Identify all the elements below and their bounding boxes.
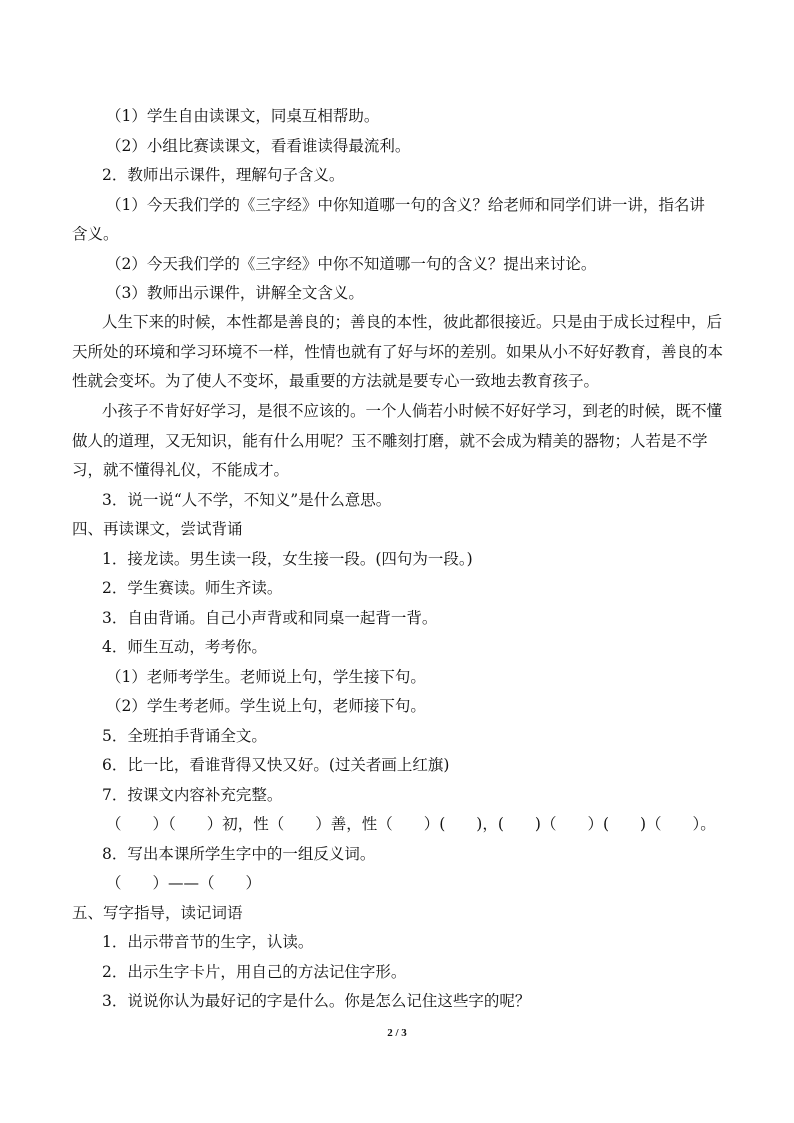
text-line: （1）学生自由读课文，同桌互相帮助。 <box>106 107 380 125</box>
text-line: 3．说一说“人不学，不知义”是什么意思。 <box>102 491 392 509</box>
text-line: （2）小组比赛读课文，看看谁读得最流利。 <box>106 137 411 155</box>
text-line: （1）老师考学生。老师说上句，学生接下句。 <box>106 668 426 686</box>
explanation-paragraph-1: 人生下来的时候，本性都是善良的；善良的本性，彼此都很接近。只是由于成长过程中，后天所处的环境和学习环境不一样，性情也就有了好与坏的差别。如果从小不好好教育，善良的本性就会变坏。为了使人不变坏，最重要的方法就是要专心一致地去教育孩子。 <box>72 313 724 391</box>
antonym-blank-line: （ ）——（ ） <box>106 874 262 892</box>
text-line: 2．教师出示课件，理解句子含义。 <box>102 166 345 184</box>
text-line: 3．说说你认为最好记的字是什么。你是怎么记住这些字的呢？ <box>102 992 531 1010</box>
text-line: （2）今天我们学的《三字经》中你不知道哪一句的含义？提出来讨论。 <box>106 255 597 273</box>
text-line: 5．全班拍手背诵全文。 <box>102 727 267 745</box>
section-heading: 四、再读课文，尝试背诵 <box>72 520 243 538</box>
text-line: 8．写出本课所学生字中的一组反义词。 <box>102 845 376 863</box>
section-heading: 五、写字指导，读记词语 <box>72 904 243 922</box>
text-line: 2．学生赛读。师生齐读。 <box>102 579 283 597</box>
text-line: 3．自由背诵。自己小声背或和同桌一起背一背。 <box>102 609 438 627</box>
text-line: 7．按课文内容补充完整。 <box>102 786 283 804</box>
text-line: 4．师生互动，考考你。 <box>102 638 267 656</box>
text-line: （3）教师出示课件，讲解全文含义。 <box>106 284 364 302</box>
text-line: 2．出示生字卡片，用自己的方法记住字形。 <box>102 963 407 981</box>
text-line: （1）今天我们学的《三字经》中你知道哪一句的含义？给老师和同学们讲一讲，指名讲 <box>106 196 705 214</box>
text-line: 1．出示带音节的生字，认读。 <box>102 933 314 951</box>
text-line: 含义。 <box>72 225 119 243</box>
page-number: 2 / 3 <box>387 1027 407 1039</box>
explanation-paragraph-2: 小孩子不肯好好学习，是很不应该的。一个人倘若小时候不好好学习，到老的时候，既不懂做人的道理，又无知识，能有什么用呢？玉不雕刻打磨，就不会成为精美的器物；人若是不学习，就不懂得礼仪，不能成才。 <box>72 402 723 480</box>
text-line: 6．比一比，看谁背得又快又好。(过关者画上红旗) <box>102 756 450 774</box>
text-line: （2）学生考老师。学生说上句，老师接下句。 <box>106 697 426 715</box>
fill-in-blank-line: （ ）（ ）初，性（ ）善，性（ ）( )，( )（ ）( )（ ）。 <box>106 815 716 833</box>
text-line: 1．接龙读。男生读一段，女生接一段。(四句为一段。) <box>102 550 473 568</box>
